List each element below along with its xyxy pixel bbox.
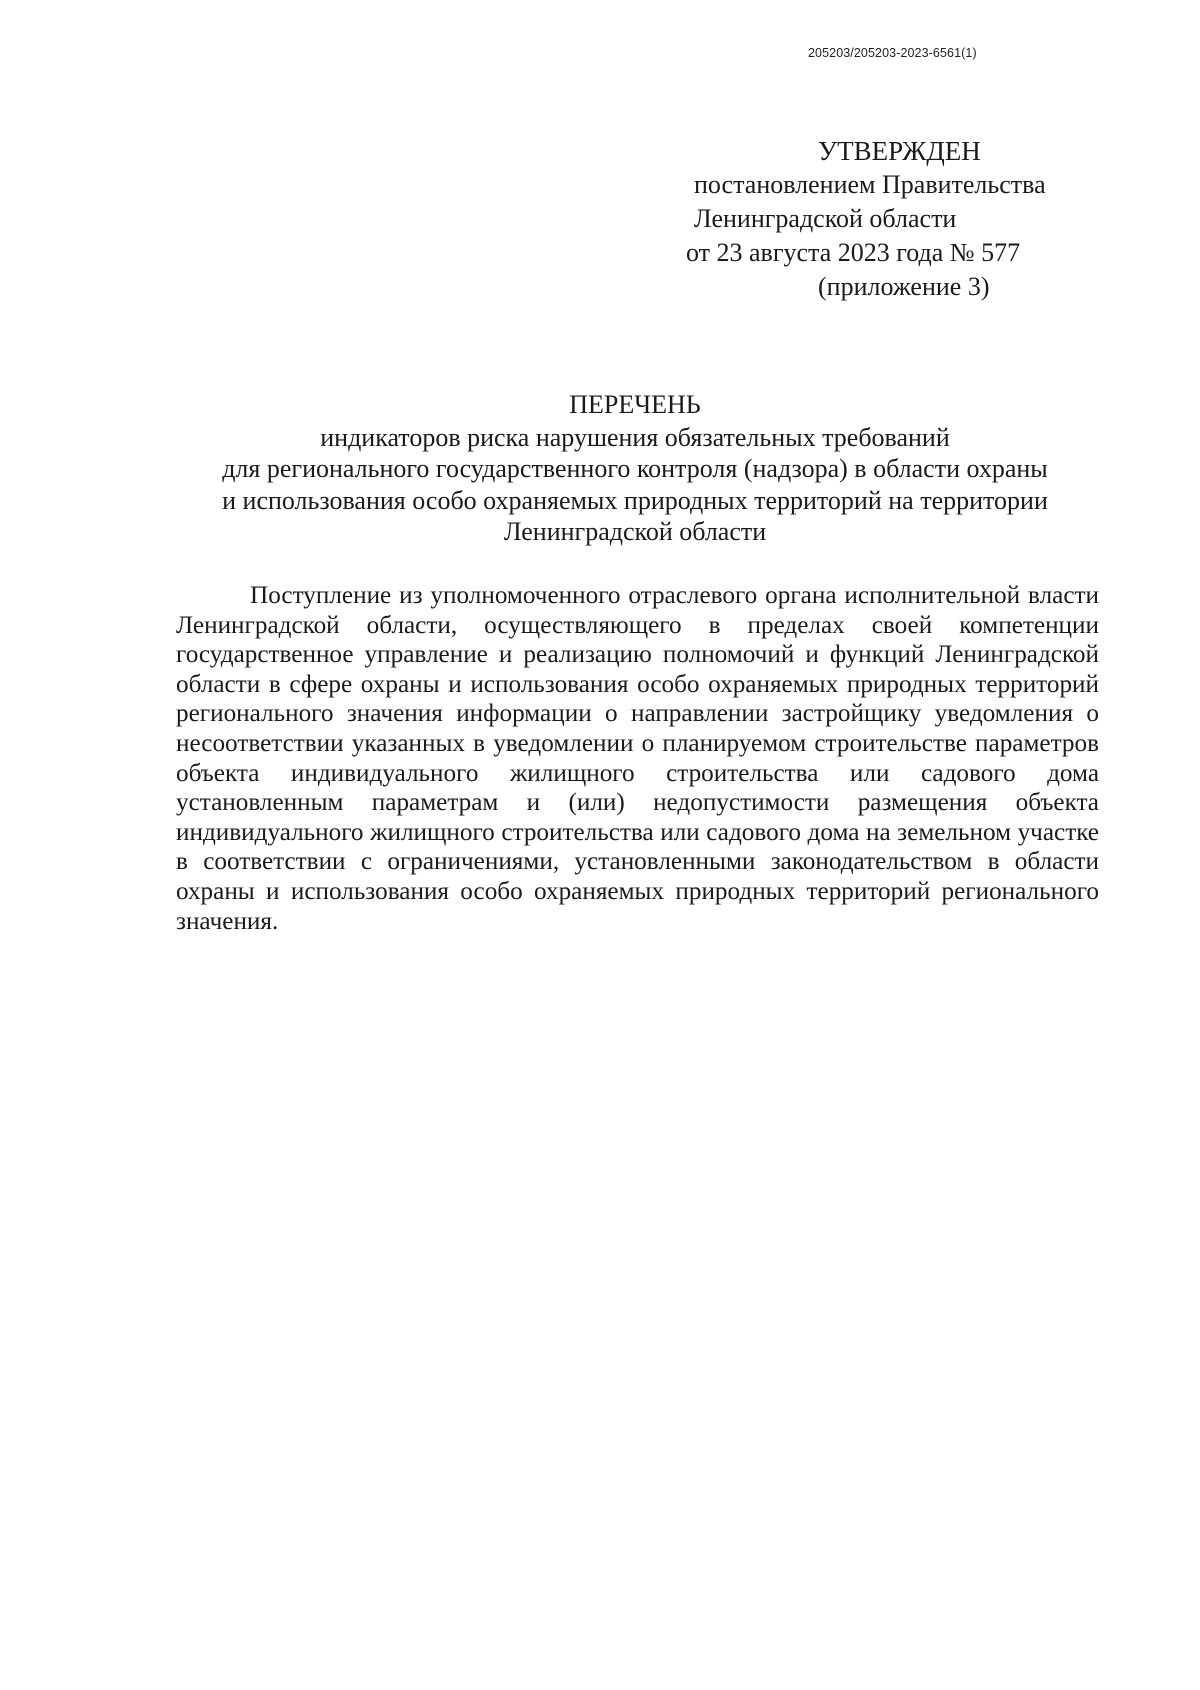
- title-heading: ПЕРЕЧЕНЬ: [569, 390, 701, 419]
- approval-stamp-block: [600, 134, 1120, 304]
- approval-line-date: от 23 августа 2023 года № 577: [686, 238, 1021, 267]
- approval-heading: УТВЕРЖДЕН: [818, 136, 981, 166]
- title-line-1: индикаторов риска нарушения обязательных требований: [320, 422, 950, 452]
- document-title: [170, 389, 1100, 548]
- body-paragraph: Поступление из уполномоченного отраслевого органа исполнительной власти Ленинградской области, осуществляющего в пределах своей компетенции государственное управление и реализацию полномочий и функций Ленинградской области в сфере охраны и использования особо охраняемых природных территорий регионального значения информации о направлении застройщику уведомления о несоответствии указанных в уведомлении о планируемом строительстве параметров объекта индивидуального жилищного строительства или садового дома установленным параметрам и (или) недопустимости размещения объекта индивидуального жилищного строительства или садового дома на земельном участке в соответствии с ограничениями, установленными законодательством в области охраны и использования особо охраняемых природных территорий регионального значения.: [176, 582, 1099, 935]
- approval-line-resolution: постановлением Правительства: [694, 170, 1046, 199]
- approval-line-region: Ленинградской области: [694, 204, 957, 233]
- title-line-3: и использования особо охраняемых природных территорий на территории: [222, 485, 1048, 515]
- document-id: 205203/205203-2023-6561(1): [808, 46, 977, 60]
- title-line-4: Ленинградской области: [503, 517, 767, 546]
- approval-line-appendix: (приложение 3): [818, 272, 990, 301]
- title-line-2: для регионального государственного контроля (надзора) в области охраны: [222, 454, 1048, 483]
